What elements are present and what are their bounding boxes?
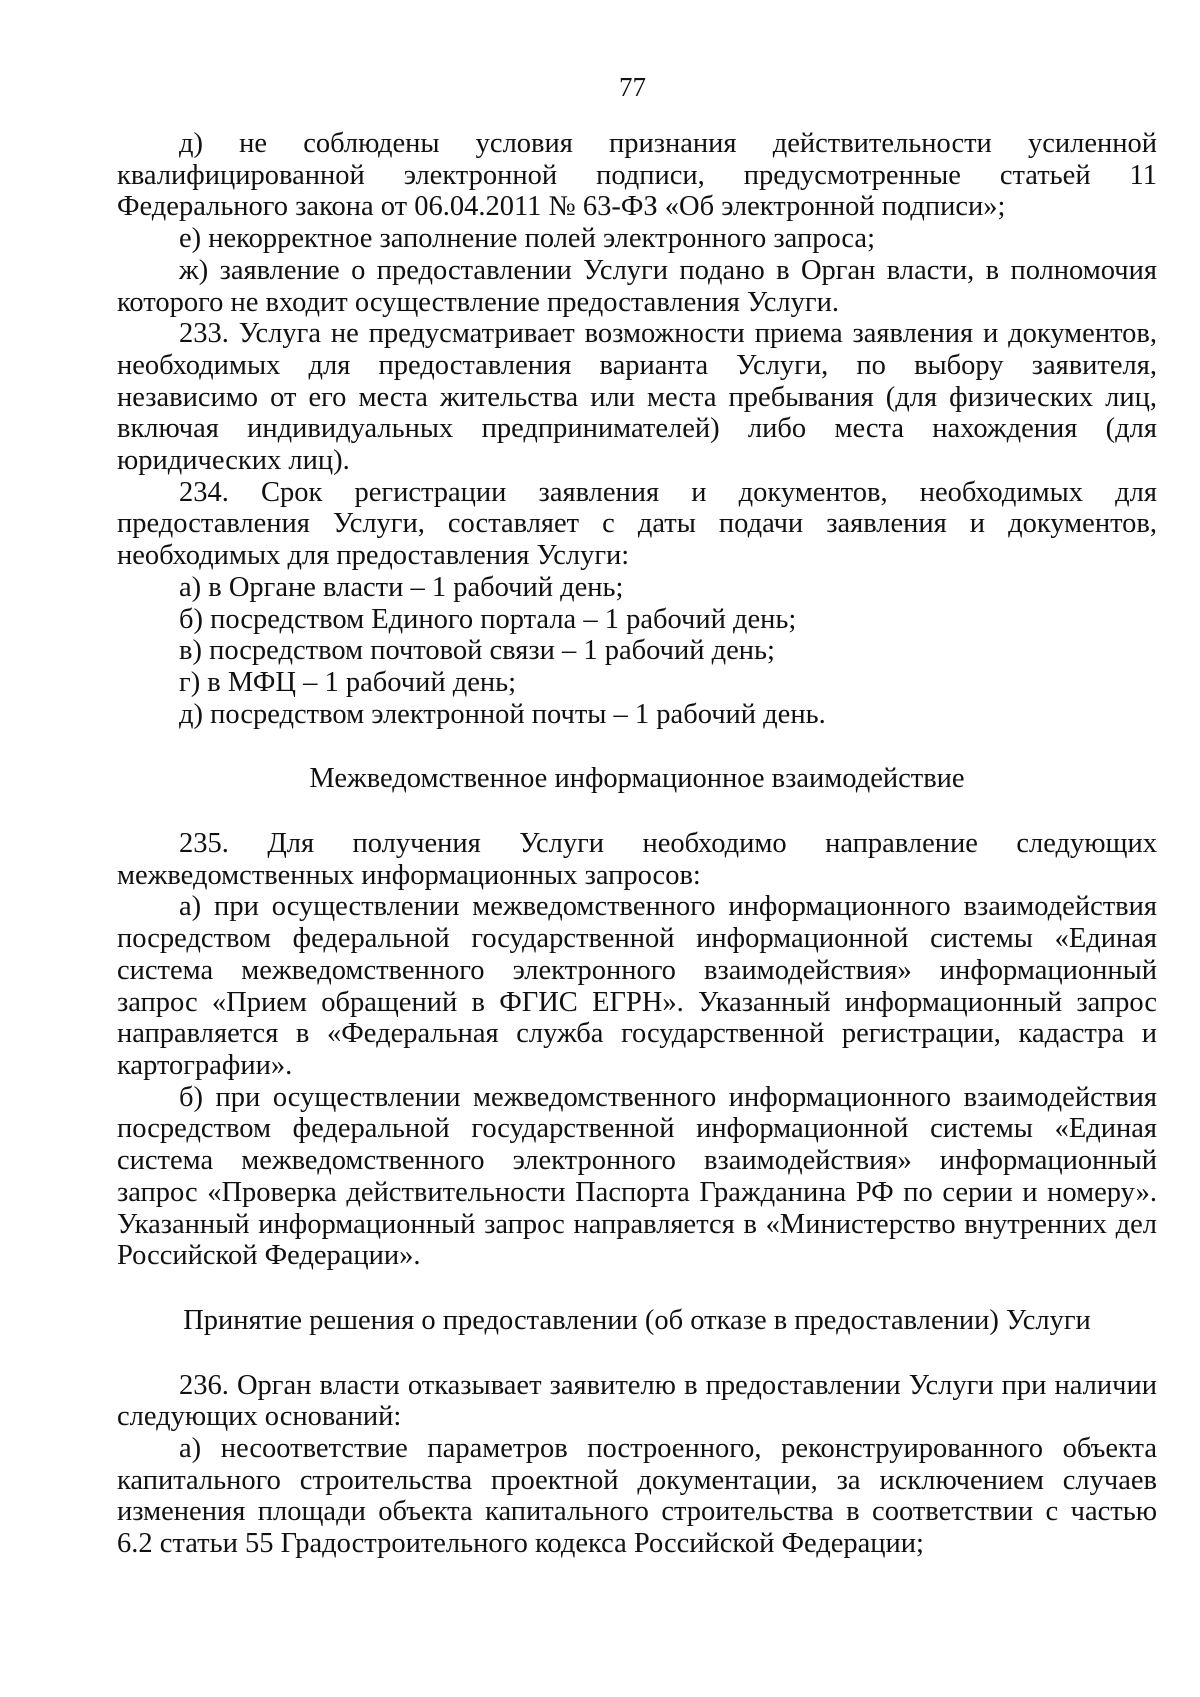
list-item-b-portal: б) посредством Единого портала – 1 рабочий день;: [179, 603, 797, 635]
paragraph-233: 233. Услуга не предусматривает возможности приема заявления и документов, необходимых для предоставления варианта Услуги, по выбору заявителя, независимо от его места жительства или места пребывания (для физических лиц, включая индивидуальных предпринимателей) либо места нахождения (для юридических лиц).: [117, 318, 1157, 477]
paragraph-234: 234. Срок регистрации заявления и документов, необходимых для предоставления Услуги, составляет с даты подачи заявления и документов, необходимых для предоставления Услуги:: [117, 476, 1157, 572]
list-item-a-authority: а) в Органе власти – 1 рабочий день;: [179, 571, 624, 603]
paragraph-235-a: а) при осуществлении межведомственного информационного взаимодействия посредством федеральной государственной информационной системы «Единая система межведомственного электронного взаимодействия» информационный запрос «Прием обращений в ФГИС ЕГРН». Указанный информационный запрос направляется в «Федеральная служба государственной регистрации, кадастра и картографии».: [117, 891, 1157, 1081]
paragraph-d-signature: д) не соблюдены условия признания действительности усиленной квалифицированной электронной подписи, предусмотренные статьей 11 Федерального закона от 06.04.2011 № 63-ФЗ «Об электронной подписи»;: [117, 128, 1157, 223]
paragraph-235-b: б) при осуществлении межведомственного информационного взаимодействия посредством федеральной государственной информационной системы «Единая система межведомственного электронного взаимодействия» информационный запрос «Проверка действительности Паспорта Гражданина РФ по серии и номеру». Указанный информационный запрос направляется в «Министерство внутренних дел Российской Федерации».: [117, 1081, 1157, 1272]
paragraph-zh-authority: ж) заявление о предоставлении Услуги подано в Орган власти, в полномочия которого не входит осуществление предоставления Услуги.: [117, 254, 1157, 318]
paragraph-236-a: а) несоответствие параметров построенного, реконструированного объекта капитального строительства проектной документации, за исключением случаев изменения площади объекта капитального строительства в соответствии с частью 6.2 статьи 55 Градостроительного кодекса Российской Федерации;: [117, 1433, 1157, 1560]
paragraph-236: 236. Орган власти отказывает заявителю в предоставлении Услуги при наличии следующих оснований:: [117, 1369, 1157, 1433]
list-item-d-email: д) посредством электронной почты – 1 рабочий день.: [179, 698, 826, 730]
list-item-g-mfc: г) в МФЦ – 1 рабочий день;: [179, 666, 517, 698]
section-heading-decision: Принятие решения о предоставлении (об отказе в предоставлении) Услуги: [183, 1304, 1091, 1336]
list-item-v-post: в) посредством почтовой связи – 1 рабочий день;: [179, 635, 775, 667]
section-heading-interagency: Межведомственное информационное взаимодействие: [309, 763, 965, 795]
page-number: 77: [619, 72, 646, 102]
paragraph-235: 235. Для получения Услуги необходимо направление следующих межведомственных информационных запросов:: [117, 828, 1157, 891]
paragraph-e-fields: е) некорректное заполнение полей электронного запроса;: [179, 223, 875, 255]
page-content: [117, 128, 1157, 1560]
